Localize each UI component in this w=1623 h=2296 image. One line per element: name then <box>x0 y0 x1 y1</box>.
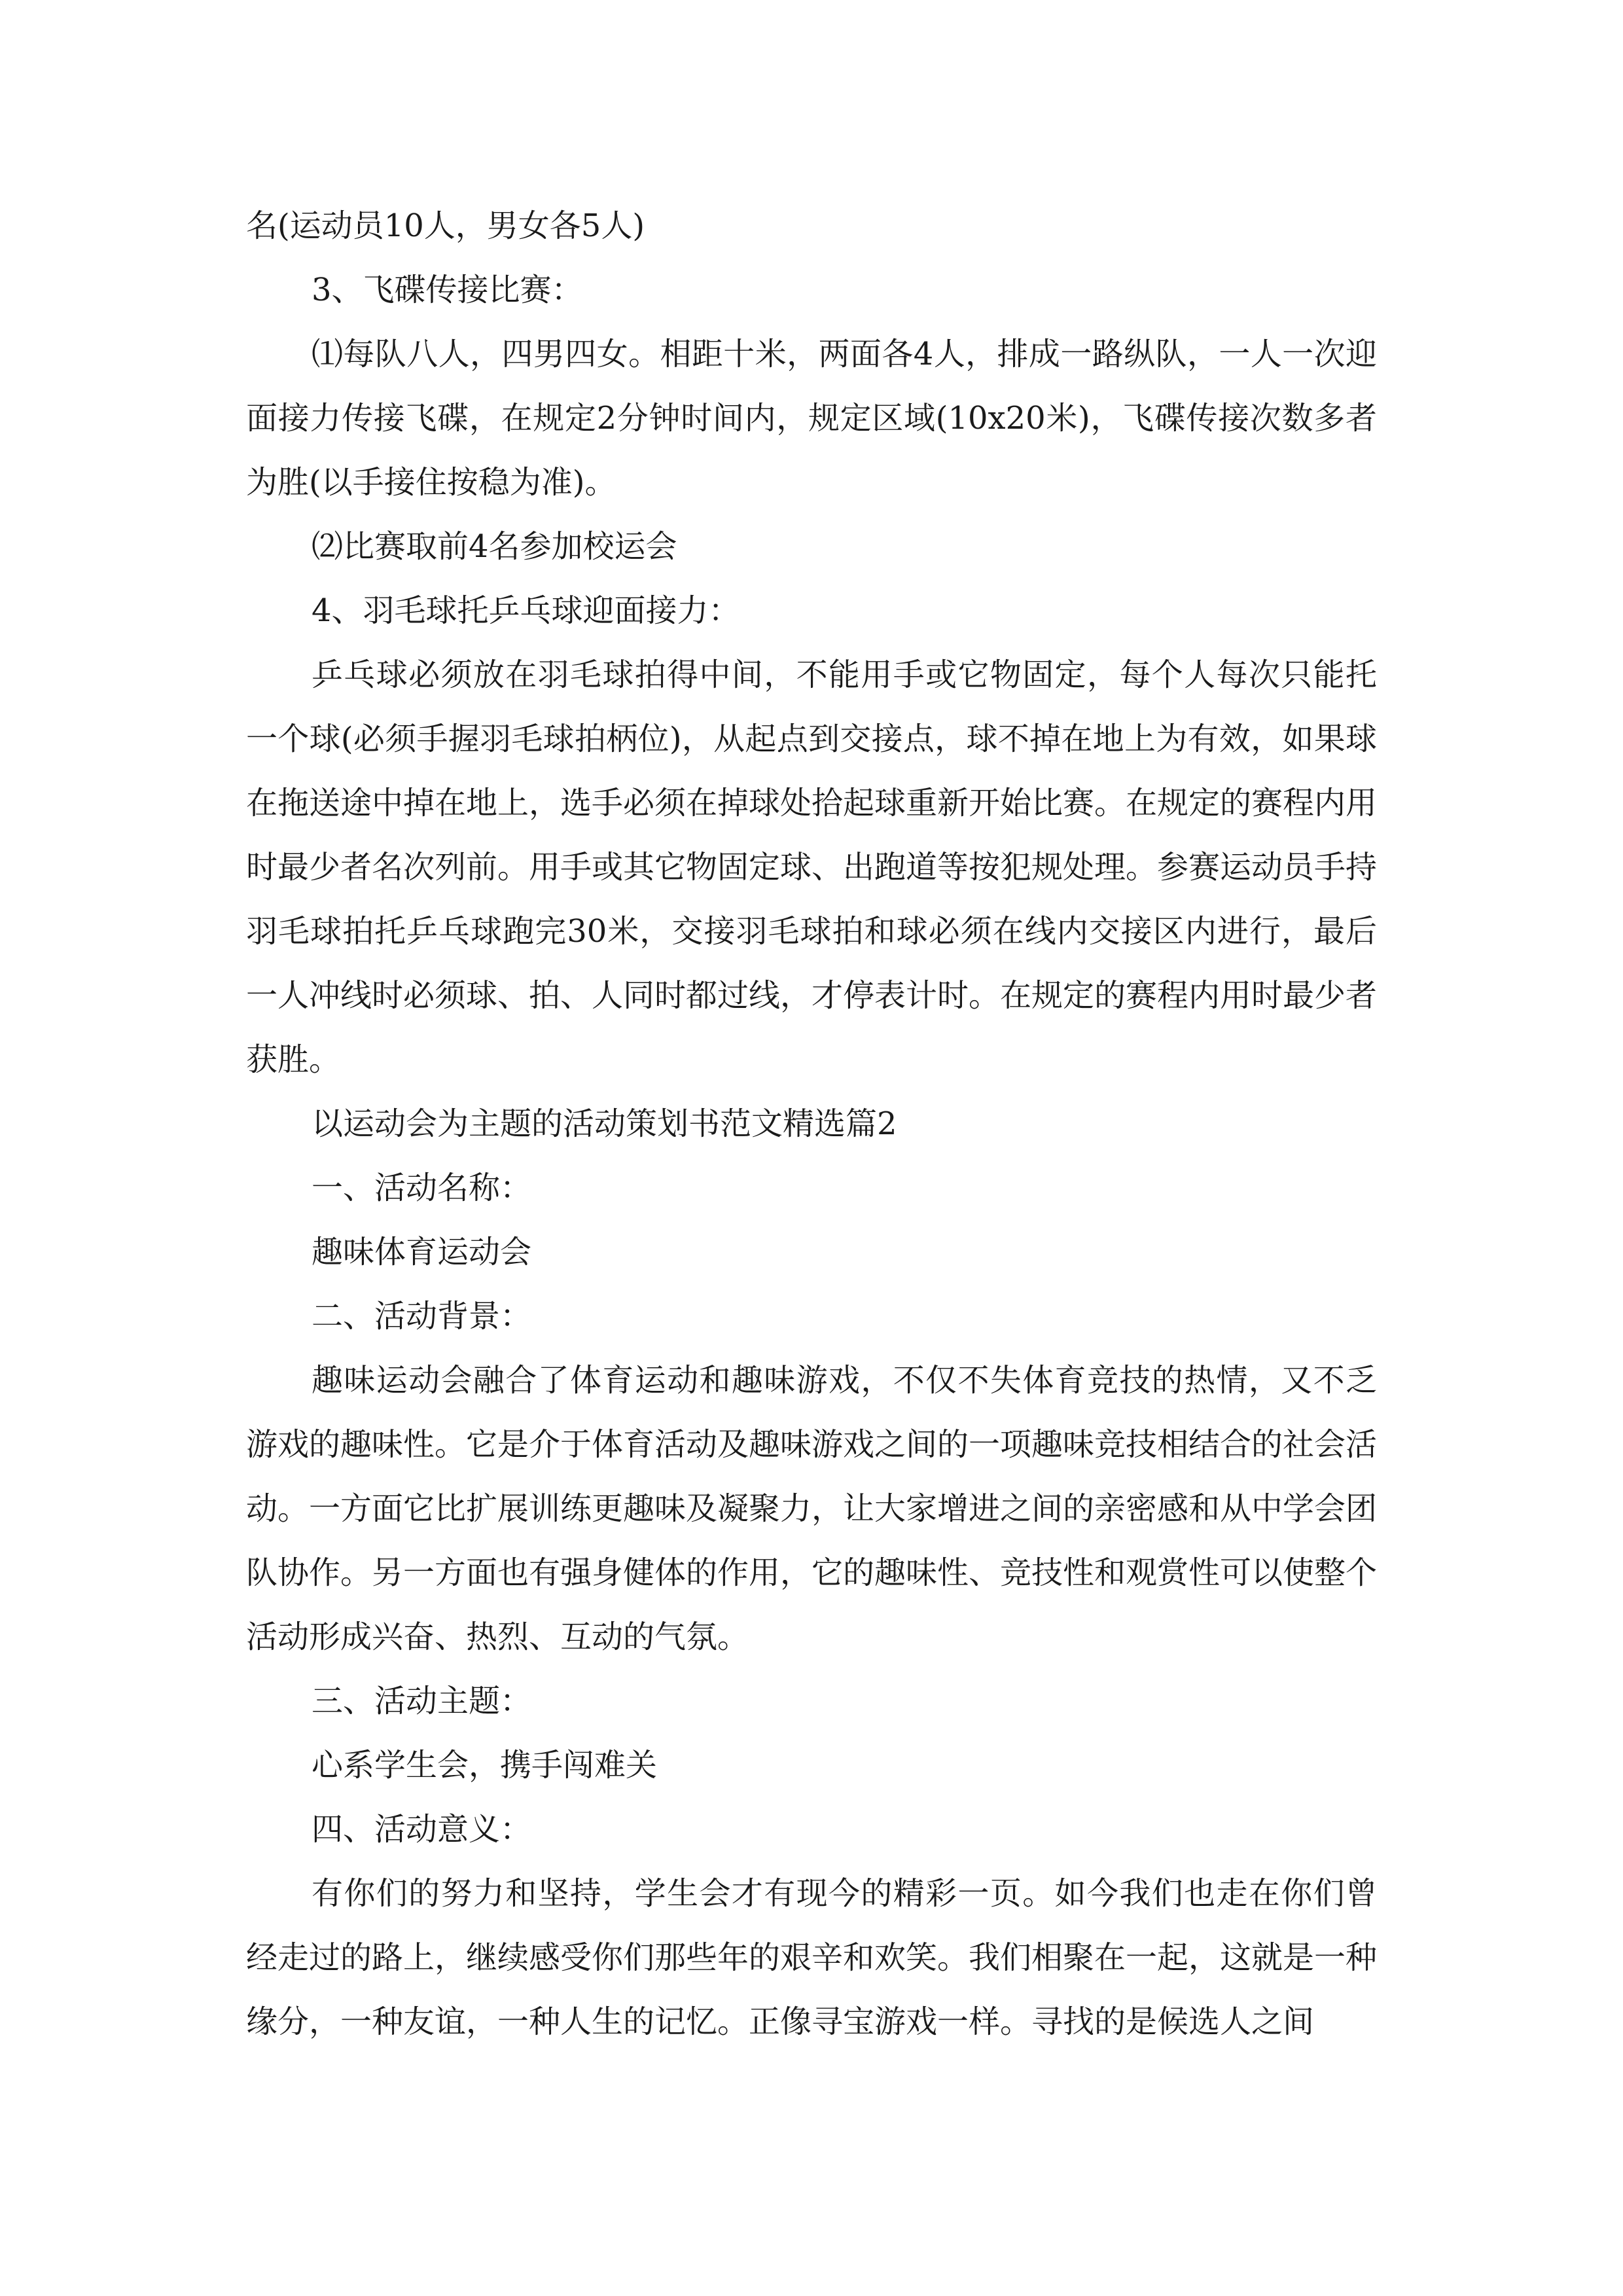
document-body <box>246 194 1377 2054</box>
paragraph-continuation: 名(运动员10人，男女各5人) <box>246 207 645 244</box>
heading-activity-background: 二、活动背景： <box>312 1298 532 1335</box>
section-title-part-2: 以运动会为主题的活动策划书范文精选篇2 <box>312 1105 897 1142</box>
paragraph-frisbee-rules: ⑴每队八人，四男四女。相距十米，两面各4人，排成一路纵队，一人一次迎面接力传接飞碟，在规定2分钟时间内，规定区域(10x20米)，飞碟传接次数多者为胜(以手接住按稳为准)。 <box>246 336 1377 501</box>
heading-badminton-relay: 4、羽毛球托乒乓球迎面接力： <box>312 592 740 629</box>
paragraph-badminton-rules: 乒乓球必须放在羽毛球拍得中间，不能用手或它物固定，每个人每次只能托一个球(必须手握羽毛球拍柄位)，从起点到交接点，球不掉在地上为有效，如果球在拖送途中掉在地上，选手必须在掉球处拾起球重新开始比赛。在规定的赛程内用时最少者名次列前。用手或其它物固定球、出跑道等按犯规处理。参赛运动员手持羽毛球拍托乒乓球跑完30米，交接羽毛球拍和球必须在线内交接区内进行，最后一人冲线时必须球、拍、人同时都过线，才停表计时。在规定的赛程内用时最少者获胜。 <box>246 656 1378 1078</box>
paragraph-activity-name: 趣味体育运动会 <box>312 1234 532 1270</box>
heading-activity-theme: 三、活动主题： <box>312 1683 532 1719</box>
paragraph-activity-theme: 心系学生会，携手闯难关 <box>312 1747 658 1784</box>
heading-frisbee-relay: 3、飞碟传接比赛： <box>312 272 583 308</box>
paragraph-activity-significance: 有你们的努力和坚持，学生会才有现今的精彩一页。如今我们也走在你们曾经走过的路上，继续感受你们那些年的艰辛和欢笑。我们相聚在一起，这就是一种缘分，一种友谊，一种人生的记忆。正像寻宝游戏一样。寻找的是候选人之间 <box>246 1875 1378 2040</box>
paragraph-activity-background: 趣味运动会融合了体育运动和趣味游戏，不仅不失体育竞技的热情，又不乏游戏的趣味性。它是介于体育活动及趣味游戏之间的一项趣味竞技相结合的社会活动。一方面它比扩展训练更趣味及凝聚力，让大家增进之间的亲密感和从中学会团队协作。另一方面也有强身健体的作用，它的趣味性、竞技性和观赏性可以使整个活动形成兴奋、热烈、互动的气氛。 <box>246 1362 1378 1655</box>
heading-activity-name: 一、活动名称： <box>312 1170 532 1206</box>
paragraph-frisbee-qualify: ⑵比赛取前4名参加校运会 <box>312 528 677 565</box>
heading-activity-significance: 四、活动意义： <box>312 1811 532 1848</box>
